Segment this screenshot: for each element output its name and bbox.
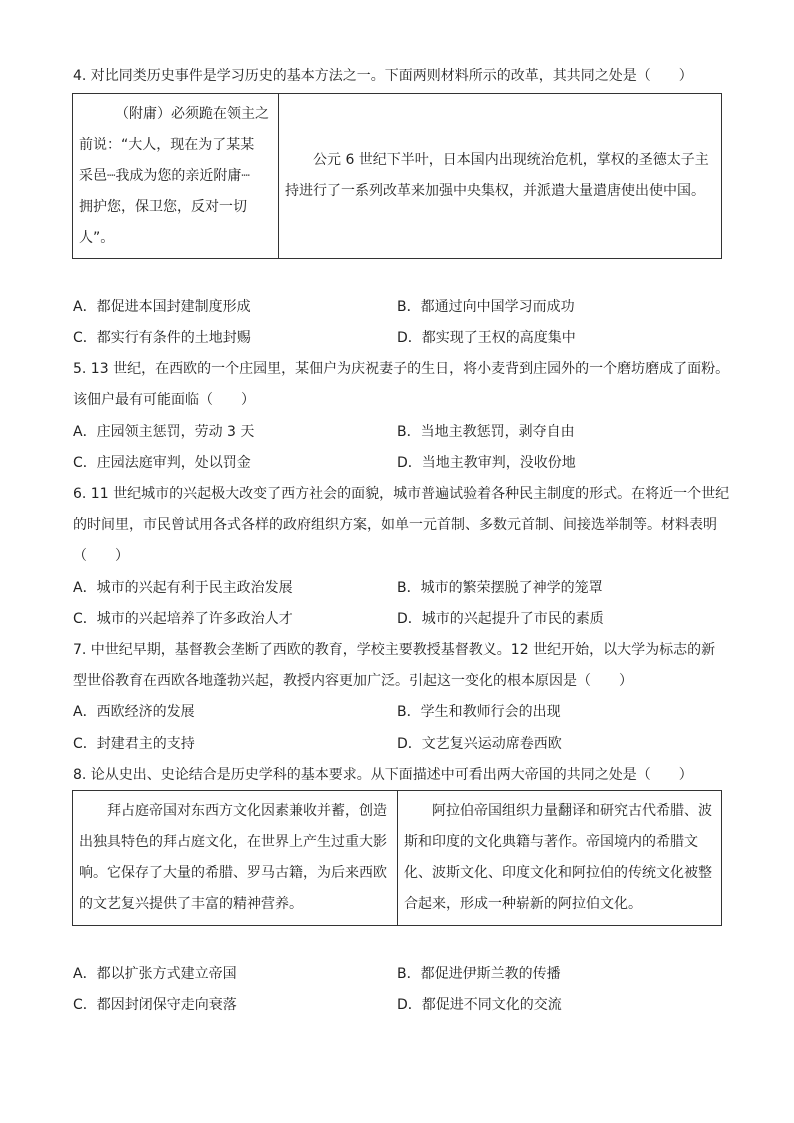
q4-left-line: （附庸）必须跪在领主之 <box>115 105 269 122</box>
q8-left-line: 拜占庭帝国对东西方文化因素兼收并蓄，创造 <box>107 803 387 819</box>
q4-left-line: 采邑┈我成为您的亲近附庸┈ <box>79 167 250 184</box>
q5-option-c[interactable]: C．庄园法庭审判，处以罚金 <box>73 455 251 471</box>
q7-option-a[interactable]: A．西欧经济的发展 <box>73 704 195 720</box>
q8-option-b[interactable]: B．都促进伊斯兰教的传播 <box>397 966 561 982</box>
q5-stem-line: 该佃户最有可能面临（ ） <box>73 392 255 408</box>
q8-material-left <box>73 791 398 926</box>
q8-right-line: 阿拉伯帝国组织力量翻译和研究古代希腊、波 <box>432 803 712 819</box>
q8-option-d[interactable]: D．都促进不同文化的交流 <box>397 997 562 1013</box>
q4-right-line: 公元 6 世纪下半叶，日本国内出现统治危机，掌权的圣德太子主 <box>313 152 709 168</box>
q6-option-c[interactable]: C．城市的兴起培养了许多政治人才 <box>73 611 293 627</box>
q7-option-b[interactable]: B．学生和教师行会的出现 <box>397 704 561 720</box>
q4-option-c[interactable]: C．都实行有条件的土地封赐 <box>73 330 251 346</box>
q6-stem-line: 6. 11 世纪城市的兴起极大改变了西方社会的面貌，城市普遍试验着各种民主制度的形式。在将近一个世纪 <box>73 486 730 502</box>
q7-option-d[interactable]: D．文艺复兴运动席卷西欧 <box>397 736 562 752</box>
q5-stem-line: 5. 13 世纪，在西欧的一个庄园里，某佃户为庆祝妻子的生日，将小麦背到庄园外的一个磨坊磨成了面粉。 <box>73 361 730 377</box>
q4-material-right <box>279 94 722 259</box>
q4-material-left <box>73 94 279 259</box>
q8-right-line: 斯和印度的文化典籍与著作。帝国境内的希腊文 <box>404 834 698 850</box>
q8-left-line: 的文艺复兴提供了丰富的精神营养。 <box>79 896 303 912</box>
q7-stem-line: 7. 中世纪早期，基督教会垄断了西欧的教育，学校主要教授基督教义。12 世纪开始，以大学为标志的新 <box>73 642 716 658</box>
q8-option-c[interactable]: C．都因封闭保守走向衰落 <box>73 997 237 1013</box>
q6-option-b[interactable]: B．城市的繁荣摆脱了神学的笼罩 <box>397 580 603 596</box>
q4-left-line: 前说：“大人，现在为了某某 <box>79 136 255 153</box>
q4-material-table <box>72 93 722 259</box>
q8-material-table <box>72 790 722 926</box>
q6-option-a[interactable]: A．城市的兴起有利于民主政治发展 <box>73 580 293 596</box>
q4-option-b[interactable]: B．都通过向中国学习而成功 <box>397 299 575 315</box>
q8-option-a[interactable]: A．都以扩张方式建立帝国 <box>73 966 237 982</box>
q6-stem-line: （ ） <box>73 548 129 564</box>
q6-stem-line: 的时间里，市民曾试用各式各样的政府组织方案，如单一元首制、多数元首制、间接选举制等。材料表明 <box>73 517 717 533</box>
q8-left-line: 响。它保存了大量的希腊、罗马古籍，为后来西欧 <box>79 865 387 881</box>
q8-material-right <box>398 791 722 926</box>
q7-option-c[interactable]: C．封建君主的支持 <box>73 736 195 752</box>
q8-stem: 8. 论从史出、史论结合是历史学科的基本要求。从下面描述中可看出两大帝国的共同之处是（ ） <box>73 767 693 783</box>
q4-option-d[interactable]: D．都实现了王权的高度集中 <box>397 330 576 346</box>
q4-left-line: 拥护您，保卫您，反对一切 <box>79 198 247 215</box>
q4-right-line: 持进行了一系列改革来加强中央集权，并派遣大量遣唐使出使中国。 <box>285 183 705 199</box>
q5-option-a[interactable]: A．庄园领主惩罚，劳动 3 天 <box>73 424 255 440</box>
q8-right-line: 合起来，形成一种崭新的阿拉伯文化。 <box>404 896 642 912</box>
q6-option-d[interactable]: D．城市的兴起提升了市民的素质 <box>397 611 604 627</box>
q4-stem: 4. 对比同类历史事件是学习历史的基本方法之一。下面两则材料所示的改革，其共同之处是（ ） <box>73 68 693 84</box>
q4-left-line: 人”。 <box>79 229 115 246</box>
q4-option-a[interactable]: A．都促进本国封建制度形成 <box>73 299 251 315</box>
q8-left-line: 出独具特色的拜占庭文化，在世界上产生过重大影 <box>79 834 387 850</box>
q5-option-b[interactable]: B．当地主教惩罚，剥夺自由 <box>397 424 575 440</box>
q8-right-line: 化、波斯文化、印度文化和阿拉伯的传统文化被整 <box>404 865 712 881</box>
q7-stem-line: 型世俗教育在西欧各地蓬勃兴起，教授内容更加广泛。引起这一变化的根本原因是（ ） <box>73 673 633 689</box>
q5-option-d[interactable]: D．当地主教审判，没收份地 <box>397 455 576 471</box>
